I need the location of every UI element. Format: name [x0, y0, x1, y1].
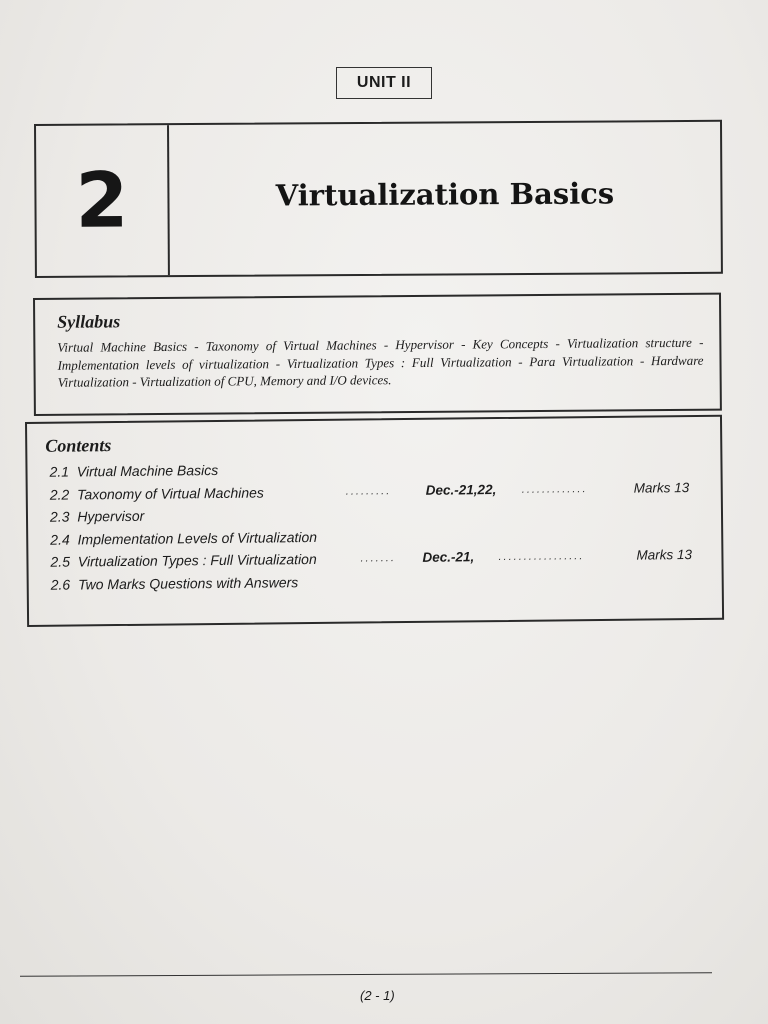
unit-label: UNIT II: [336, 67, 432, 99]
leader-dots: .............: [521, 482, 588, 496]
chapter-number: 2: [75, 155, 129, 245]
leader-dots: .......: [360, 552, 396, 565]
leader-dots: .................: [498, 550, 585, 564]
syllabus-box: [33, 293, 722, 416]
exam-reference: Dec.-21,22,: [425, 481, 497, 498]
chapter-header: [34, 120, 723, 278]
section-number: 2.1: [49, 463, 70, 480]
section-number: 2.5: [50, 553, 71, 570]
section-title: Implementation Levels of Virtualization: [77, 528, 318, 547]
syllabus-text: Virtual Machine Basics - Taxonomy of Virtual Machines - Hypervisor - Key Concepts - Virtualization structure - Implementation levels of virtualization - Virtualization Types : Full Virtualization - Para Virtualization - Hardware Virtualization - Virtualization of CPU, Memory and I/O devices.: [57, 334, 704, 390]
section-title: Taxonomy of Virtual Machines: [77, 484, 264, 502]
section-number: 2.4: [50, 531, 70, 548]
section-title: Two Marks Questions with Answers: [77, 573, 299, 592]
section-number: 2.6: [50, 576, 71, 593]
syllabus-heading: Syllabus: [57, 311, 121, 332]
leader-dots: .........: [345, 484, 392, 498]
contents-heading: Contents: [45, 435, 112, 456]
marks-label: Marks 13: [636, 547, 693, 563]
section-number: 2.3: [49, 508, 70, 525]
section-number: 2.2: [49, 486, 70, 503]
section-title: Hypervisor: [77, 507, 145, 525]
footer-rule: [20, 972, 712, 977]
section-title: Virtualization Types : Full Virtualization: [77, 550, 317, 570]
page-number: (2 - 1): [360, 988, 395, 1003]
chapter-title: Virtualization Basics: [275, 176, 615, 213]
exam-reference: Dec.-21,: [422, 549, 475, 565]
contents-box: [25, 415, 724, 627]
marks-label: Marks 13: [633, 479, 690, 496]
section-title: Virtual Machine Basics: [76, 461, 219, 480]
chapter-number-cell: [36, 125, 170, 276]
contents-list: [45, 454, 711, 596]
